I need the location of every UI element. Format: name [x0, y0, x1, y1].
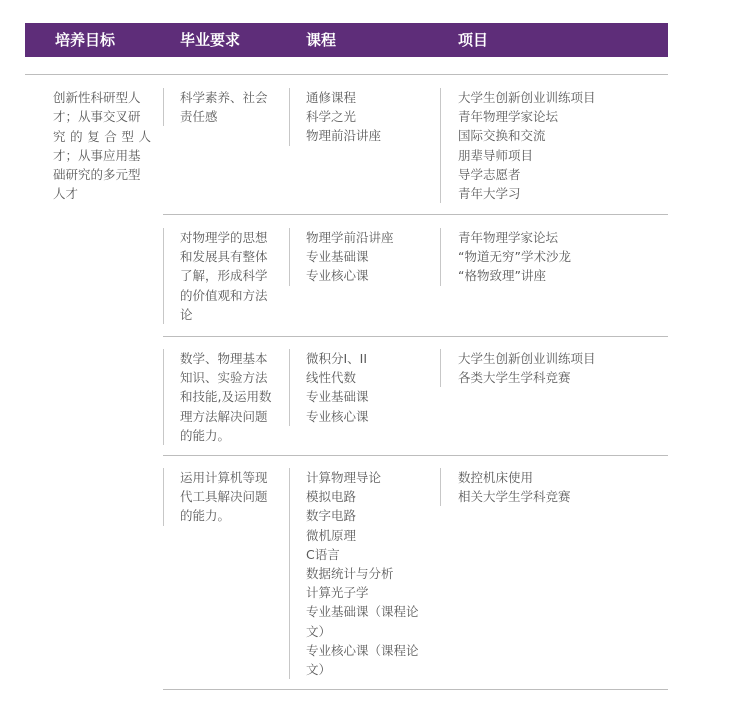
course-item: 专业基础课: [306, 389, 369, 405]
course-item: 模拟电路: [306, 489, 357, 505]
courses-cell: [289, 88, 434, 146]
table-bottom-divider: [163, 689, 668, 690]
goal-line: 础研究的多元型: [53, 167, 141, 183]
requirement-line: 了解，形成科学: [180, 268, 268, 284]
project-item: “格物致理”讲座: [458, 268, 546, 284]
project-item: “物道无穷”学术沙龙: [458, 249, 571, 265]
course-item: 计算物理导论: [306, 470, 382, 485]
goal-line: 究的复合型人: [53, 128, 151, 144]
requirement-line: 责任感: [180, 109, 218, 125]
project-item: 大学生创新创业训练项目: [458, 351, 596, 366]
goal-line: 创新性科研型人: [53, 90, 141, 105]
projects-cell: [440, 228, 658, 286]
requirement-line: 的能力。: [180, 427, 231, 443]
course-item: 专业基础课: [306, 249, 369, 265]
table-header: [25, 23, 668, 57]
project-item: 青年物理学家论坛: [458, 109, 559, 125]
courses-cell: [289, 349, 434, 426]
requirement-line: 数学、物理基本: [180, 351, 268, 366]
course-item: 文）: [306, 623, 332, 639]
requirement-line: 科学素养、社会: [180, 90, 268, 105]
requirement-cell: [163, 468, 280, 526]
goal-cell: [53, 88, 151, 204]
row-divider: [163, 214, 668, 215]
requirement-line: 和发展具有整体: [180, 249, 268, 265]
course-item: 专业核心课: [306, 268, 369, 284]
header-courses: 课程: [306, 31, 337, 49]
project-item: 国际交换和交流: [458, 128, 546, 144]
course-item: 微机原理: [306, 527, 357, 543]
course-item: 微积分I、II: [306, 351, 368, 366]
course-item: 数据统计与分析: [306, 566, 394, 582]
row-divider: [163, 336, 668, 337]
project-item: 青年物理学家论坛: [458, 230, 559, 245]
course-item: 物理前沿讲座: [306, 128, 382, 144]
course-item: 专业核心课: [306, 408, 369, 424]
projects-cell: [440, 468, 658, 506]
requirement-line: 知识、实验方法: [180, 370, 268, 386]
project-item: 大学生创新创业训练项目: [458, 90, 596, 105]
project-item: 朋辈导师项目: [458, 147, 534, 163]
courses-cell: [289, 228, 434, 286]
row-divider: [163, 455, 668, 456]
goal-line: 人才: [53, 186, 79, 202]
course-item: C语言: [306, 546, 340, 562]
header-divider: [25, 74, 668, 75]
course-item: 专业基础课（课程论: [306, 604, 419, 620]
project-item: 相关大学生学科竞赛: [458, 489, 571, 505]
goal-line: 才；从事应用基: [53, 147, 141, 163]
header-projects: 项目: [458, 31, 489, 49]
requirement-line: 的价值观和方法: [180, 287, 268, 303]
requirement-cell: [163, 88, 280, 126]
project-item: 导学志愿者: [458, 166, 521, 182]
course-item: 科学之光: [306, 109, 357, 125]
project-item: 数控机床使用: [458, 470, 534, 485]
requirement-cell: [163, 228, 280, 324]
course-item: 数字电路: [306, 508, 357, 524]
requirement-line: 和技能,及运用数: [180, 389, 272, 405]
courses-cell: [289, 468, 434, 679]
course-item: 物理学前沿讲座: [306, 230, 394, 245]
header-requirement: 毕业要求: [180, 31, 241, 49]
project-item: 青年大学习: [458, 186, 521, 202]
requirement-line: 运用计算机等现: [180, 470, 268, 485]
requirement-cell: [163, 349, 280, 445]
project-item: 各类大学生学科竞赛: [458, 370, 571, 386]
projects-cell: [440, 349, 658, 387]
requirement-line: 代工具解决问题: [180, 489, 268, 505]
requirement-line: 对物理学的思想: [180, 230, 268, 245]
course-item: 通修课程: [306, 90, 357, 105]
course-item: 专业核心课（课程论: [306, 642, 419, 658]
requirement-line: 理方法解决问题: [180, 408, 268, 424]
requirement-line: 论: [180, 306, 193, 322]
projects-cell: [440, 88, 658, 203]
course-item: 计算光子学: [306, 585, 369, 601]
course-item: 文）: [306, 662, 332, 678]
header-goal: 培养目标: [55, 31, 116, 49]
requirement-line: 的能力。: [180, 508, 231, 524]
course-item: 线性代数: [306, 370, 357, 386]
goal-line: 才；从事交叉研: [53, 109, 141, 125]
